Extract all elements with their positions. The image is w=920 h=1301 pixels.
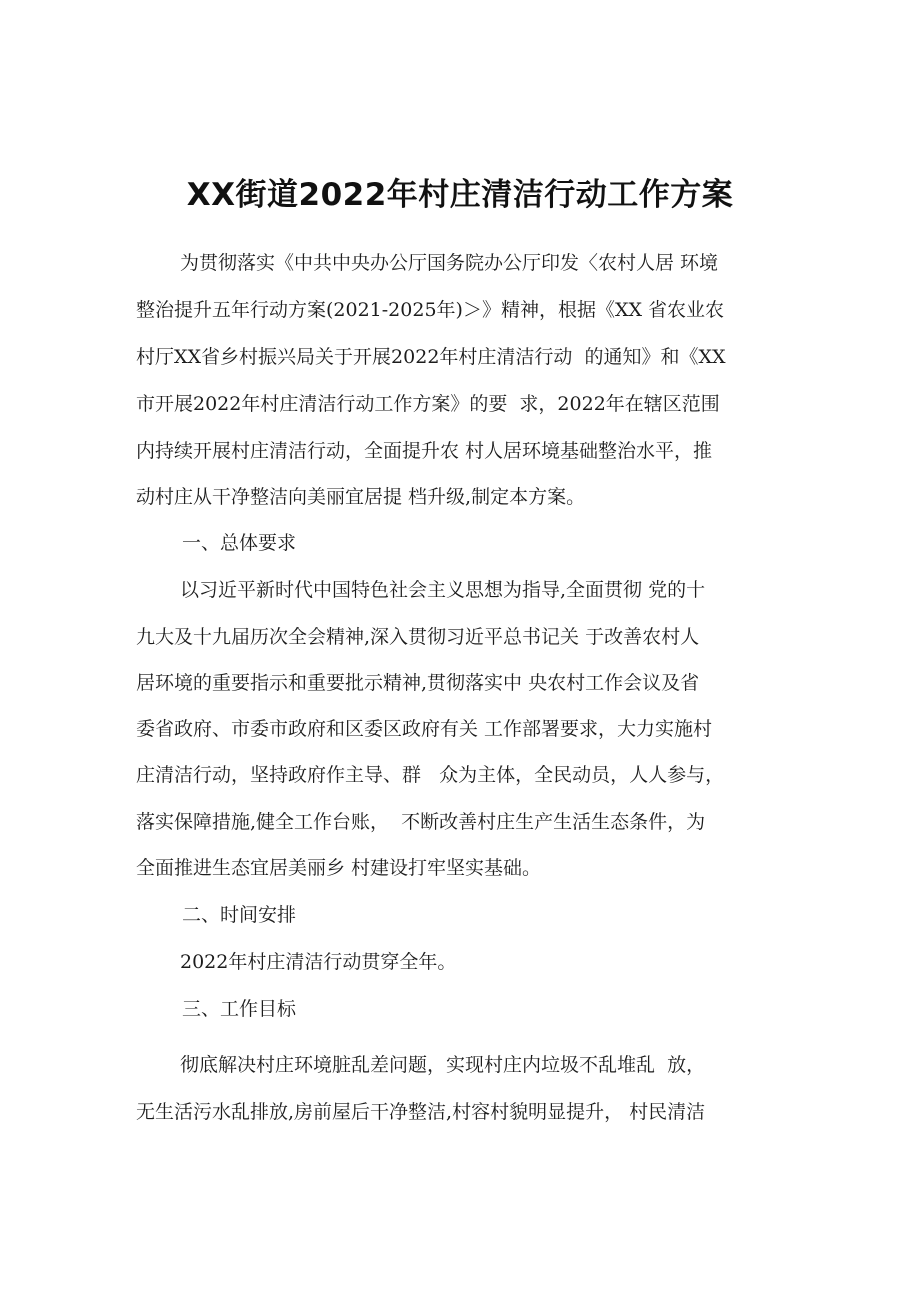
intro-line-6: 动村庄从干净整洁向美丽宜居提 档升级,制定本方案。 <box>136 486 586 508</box>
section2-text: 2022年村庄清洁行动贯穿全年。 <box>180 951 457 973</box>
document-title: XX街道2022年村庄清洁行动工作方案 <box>186 177 734 213</box>
section1-line-6: 落实保障措施,健全工作台账， 不断改善村庄生产生活生态条件，为 <box>136 811 706 833</box>
section-heading-schedule: 二、时间安排 <box>182 904 297 926</box>
section3-line-1: 彻底解决村庄环境脏乱差问题，实现村庄内垃圾不乱堆乱 放， <box>180 1054 706 1076</box>
section-heading-goals: 三、工作目标 <box>182 998 297 1020</box>
intro-line-4: 市开展2022年村庄清洁行动工作方案》的要 求，2022年在辖区范围 <box>136 393 720 415</box>
section1-line-3: 居环境的重要指示和重要批示精神,贯彻落实中 央农村工作会议及省 <box>136 672 700 694</box>
section1-line-4: 委省政府、市委市政府和区委区政府有关 工作部署要求，大力实施村 <box>136 718 713 740</box>
section1-line-5: 庄清洁行动，坚持政府作主导、群 众为主体，全民动员，人人参与， <box>136 764 725 786</box>
intro-line-1: 为贯彻落实《中共中央办公厅国务院办公厅印发〈农村人居 环境 <box>180 252 719 274</box>
section3-line-2: 无生活污水乱排放,房前屋后干净整洁,村容村貌明显提升， 村民清洁 <box>136 1101 706 1123</box>
intro-line-2: 整治提升五年行动方案(2021-2025年)＞》精神，根据《XX 省农业农 <box>136 299 725 321</box>
section1-line-7: 全面推进生态宜居美丽乡 村建设打牢坚实基础。 <box>136 857 542 879</box>
intro-line-3: 村厅XX省乡村振兴局关于开展2022年村庄清洁行动 的通知》和《XX <box>136 346 726 368</box>
intro-line-5: 内持续开展村庄清洁行动，全面提升农 村人居环境基础整治水平，推 <box>136 440 713 462</box>
section1-line-1: 以习近平新时代中国特色社会主义思想为指导,全面贯彻 党的十 <box>180 579 706 601</box>
section-heading-general: 一、总体要求 <box>182 532 297 554</box>
section1-line-2: 九大及十九届历次全会精神,深入贯彻习近平总书记关 于改善农村人 <box>136 626 700 648</box>
